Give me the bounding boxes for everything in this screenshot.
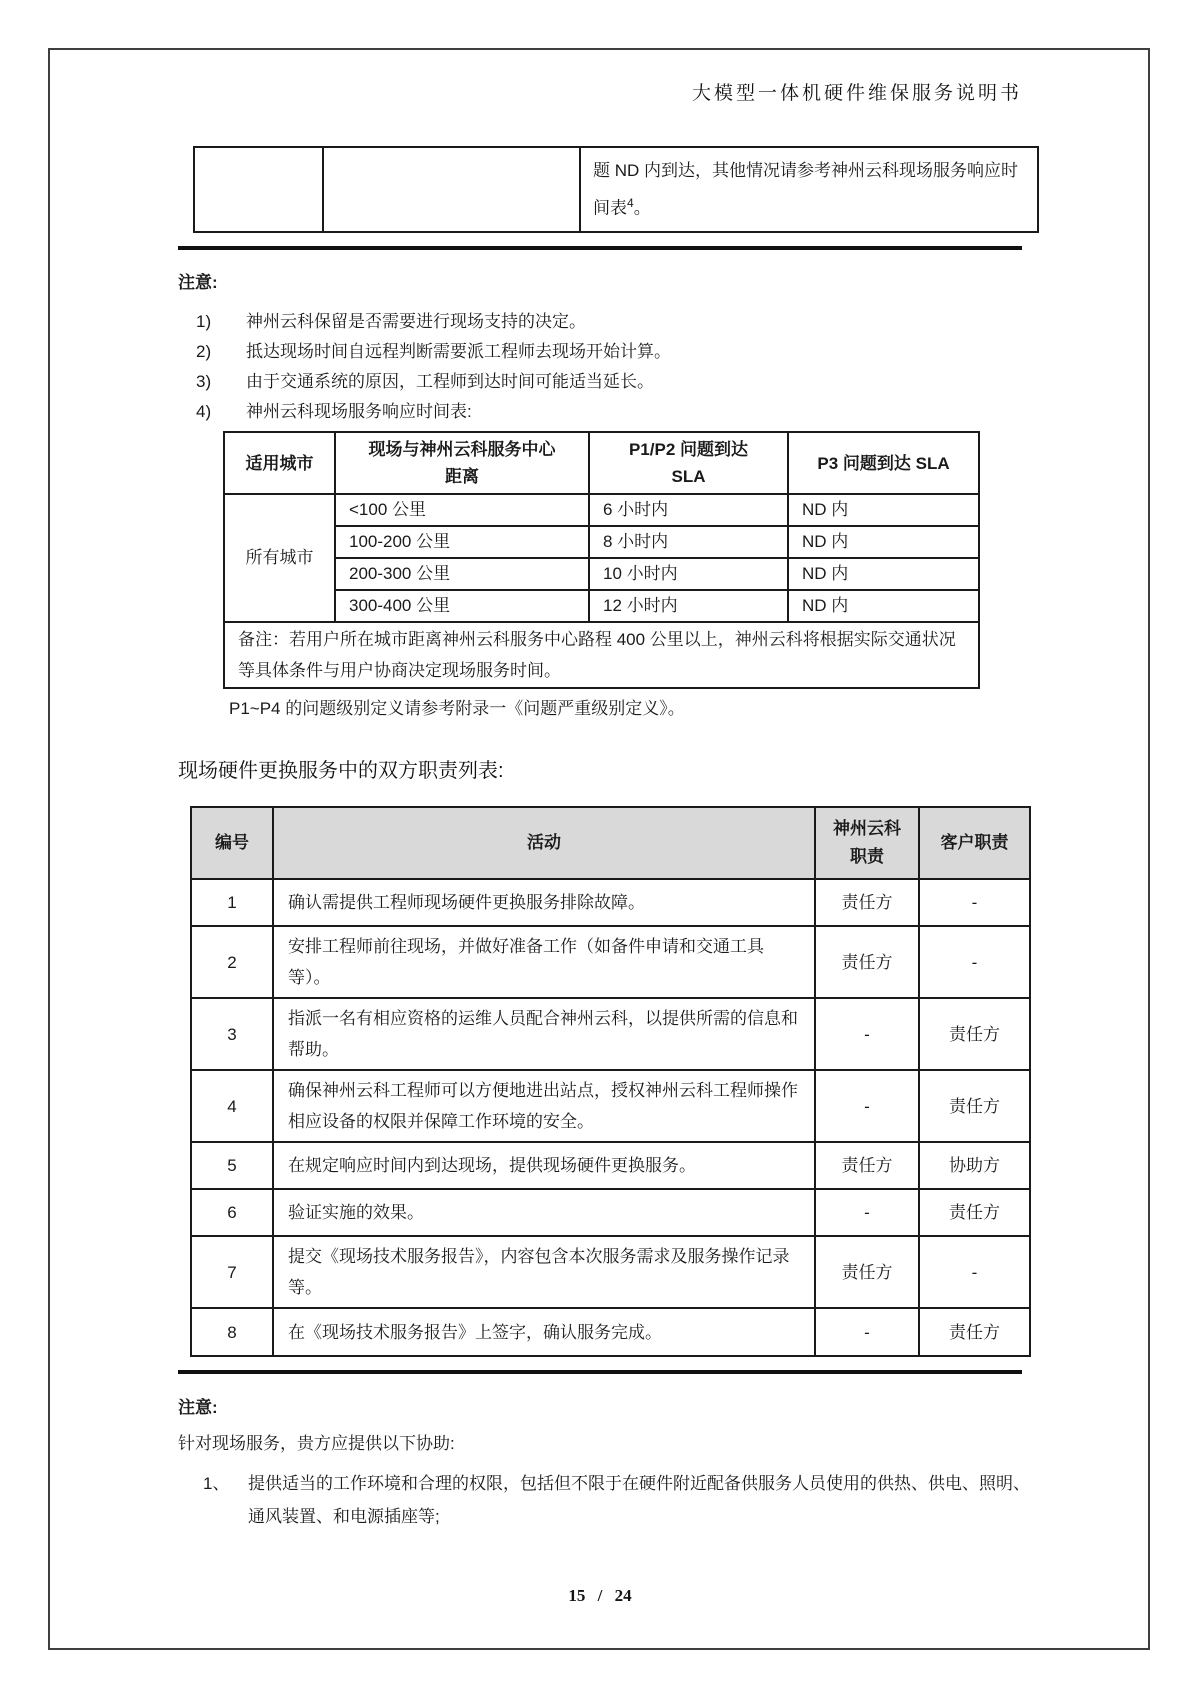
row-number: 8 xyxy=(191,1308,273,1356)
city-cell: 所有城市 xyxy=(224,494,335,622)
page-number: 15 / 24 xyxy=(568,1586,632,1605)
customer-duty-cell: 责任方 xyxy=(919,1070,1030,1142)
header-p1p2-sla: P1/P2 问题到达 SLA xyxy=(589,432,788,494)
p3-cell: ND 内 xyxy=(788,526,979,558)
table-row xyxy=(191,879,1030,926)
activity-cell: 验证实施的效果。 xyxy=(273,1189,815,1236)
list-item-number: 3) xyxy=(196,372,212,391)
table-row xyxy=(191,1236,1030,1308)
continued-table-fragment xyxy=(193,146,1039,233)
table-header-row xyxy=(191,807,1030,879)
remark-cell: 备注：若用户所在城市距离神州云科服务中心路程 400 公里以上，神州云科将根据实际交通状况等具体条件与用户协商决定现场服务时间。 xyxy=(224,622,979,688)
notes-label: 注意: xyxy=(178,1398,218,1417)
list-item xyxy=(196,307,1026,337)
table-row xyxy=(191,1070,1030,1142)
header-p3-sla: P3 问题到达 SLA xyxy=(788,432,979,494)
assistance-intro: 针对现场服务，贵方应提供以下协助: xyxy=(178,1434,455,1453)
table-remark-row xyxy=(224,622,979,688)
header-activity: 活动 xyxy=(273,807,815,879)
vendor-duty-cell: 责任方 xyxy=(815,1142,919,1189)
customer-duty-cell: 责任方 xyxy=(919,998,1030,1070)
row-number: 5 xyxy=(191,1142,273,1189)
distance-cell: 100-200 公里 xyxy=(335,526,589,558)
activity-cell: 确认需提供工程师现场硬件更换服务排除故障。 xyxy=(273,879,815,926)
assistance-list xyxy=(203,1467,1033,1533)
table-row xyxy=(191,1189,1030,1236)
list-item-number: 1) xyxy=(196,312,212,331)
list-item-text: 提供适当的工作环境和合理的权限，包括但不限于在硬件附近配备供服务人员使用的供热、供电、照明、通风装置、和电源插座等; xyxy=(248,1474,1030,1526)
footnote-ref: 4 xyxy=(627,196,634,210)
distance-cell: 300-400 公里 xyxy=(335,590,589,622)
list-item-number: 1、 xyxy=(203,1474,230,1493)
activity-cell: 安排工程师前往现场，并做好准备工作（如备件申请和交通工具等）。 xyxy=(273,926,815,998)
empty-cell xyxy=(194,147,323,232)
activity-cell: 提交《现场技术服务报告》，内容包含本次服务需求及服务操作记录等。 xyxy=(273,1236,815,1308)
vendor-duty-cell: - xyxy=(815,1308,919,1356)
distance-cell: 200-300 公里 xyxy=(335,558,589,590)
table-row xyxy=(191,1142,1030,1189)
customer-duty-cell: - xyxy=(919,1236,1030,1308)
vendor-duty-cell: 责任方 xyxy=(815,926,919,998)
list-item xyxy=(196,367,1026,397)
sla-response-time-table xyxy=(223,431,980,689)
activity-cell: 在规定响应时间内到达现场，提供现场硬件更换服务。 xyxy=(273,1142,815,1189)
list-item xyxy=(196,337,1026,367)
row-number: 6 xyxy=(191,1189,273,1236)
horizontal-rule xyxy=(178,246,1022,250)
customer-duty-cell: - xyxy=(919,879,1030,926)
row-number: 2 xyxy=(191,926,273,998)
activity-cell: 确保神州云科工程师可以方便地进出站点，授权神州云科工程师操作相应设备的权限并保障工作环境的安全。 xyxy=(273,1070,815,1142)
table-row xyxy=(191,998,1030,1070)
activity-cell: 指派一名有相应资格的运维人员配合神州云科，以提供所需的信息和帮助。 xyxy=(273,998,815,1070)
row-number: 3 xyxy=(191,998,273,1070)
distance-cell: <100 公里 xyxy=(335,494,589,526)
list-item xyxy=(196,397,1026,427)
list-item-text: 抵达现场时间自远程判断需要派工程师去现场开始计算。 xyxy=(246,342,671,361)
header-distance: 现场与神州云科服务中心距离 xyxy=(335,432,589,494)
header-city: 适用城市 xyxy=(224,432,335,494)
list-item-text: 神州云科保留是否需要进行现场支持的决定。 xyxy=(246,312,586,331)
list-item-number: 2) xyxy=(196,342,212,361)
list-item xyxy=(203,1467,1033,1533)
table-header-row xyxy=(224,432,979,494)
customer-duty-cell: 责任方 xyxy=(919,1189,1030,1236)
p3-cell: ND 内 xyxy=(788,558,979,590)
list-item-text: 由于交通系统的原因，工程师到达时间可能适当延长。 xyxy=(246,372,654,391)
section-heading: 现场硬件更换服务中的双方职责列表: xyxy=(178,760,504,782)
table-row xyxy=(191,926,1030,998)
p1p2-cell: 12 小时内 xyxy=(589,590,788,622)
header-number: 编号 xyxy=(191,807,273,879)
table-row xyxy=(224,526,979,558)
row-number: 1 xyxy=(191,879,273,926)
header-vendor-duty: 神州云科职责 xyxy=(815,807,919,879)
table-row xyxy=(224,494,979,526)
notes-list xyxy=(196,307,1026,427)
p3-cell: ND 内 xyxy=(788,590,979,622)
row-number: 4 xyxy=(191,1070,273,1142)
row-number: 7 xyxy=(191,1236,273,1308)
empty-cell xyxy=(323,147,580,232)
vendor-duty-cell: - xyxy=(815,998,919,1070)
p1p2-cell: 10 小时内 xyxy=(589,558,788,590)
table-cell-response-text: 题 ND 内到达，其他情况请参考神州云科现场服务响应时间表$^4$。 xyxy=(580,147,1038,232)
table-row xyxy=(191,1308,1030,1356)
customer-duty-cell: 协助方 xyxy=(919,1142,1030,1189)
customer-duty-cell: 责任方 xyxy=(919,1308,1030,1356)
customer-duty-cell: - xyxy=(919,926,1030,998)
document-header-title: 大模型一体机硬件维保服务说明书 xyxy=(691,83,1022,104)
table-row xyxy=(224,558,979,590)
list-item-text: 神州云科现场服务响应时间表: xyxy=(246,402,472,421)
list-item-number: 4) xyxy=(196,402,212,421)
activity-cell: 在《现场技术服务报告》上签字，确认服务完成。 xyxy=(273,1308,815,1356)
p1p2-cell: 6 小时内 xyxy=(589,494,788,526)
vendor-duty-cell: - xyxy=(815,1070,919,1142)
notes-label: 注意: xyxy=(178,273,218,292)
vendor-duty-cell: 责任方 xyxy=(815,1236,919,1308)
duty-table xyxy=(190,806,1031,1357)
p-levels-note: P1~P4 的问题级别定义请参考附录一《问题严重级别定义》。 xyxy=(229,699,685,718)
p1p2-cell: 8 小时内 xyxy=(589,526,788,558)
vendor-duty-cell: 责任方 xyxy=(815,879,919,926)
horizontal-rule xyxy=(178,1370,1022,1374)
vendor-duty-cell: - xyxy=(815,1189,919,1236)
p3-cell: ND 内 xyxy=(788,494,979,526)
table-row xyxy=(224,590,979,622)
header-customer-duty: 客户职责 xyxy=(919,807,1030,879)
